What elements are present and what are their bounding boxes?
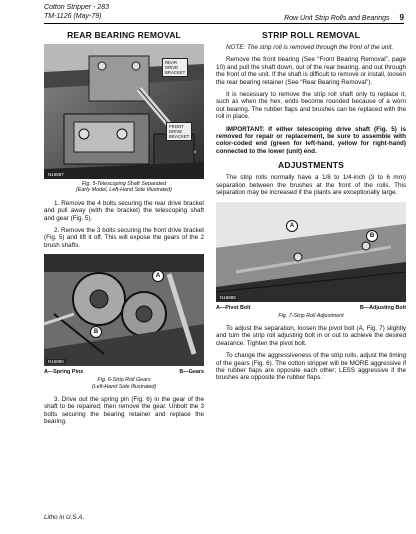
fig6-legend-a: A—Spring Pins xyxy=(44,369,84,376)
header-doc-number: TM-1126 (May-79) xyxy=(44,12,102,20)
fig5-photo xyxy=(44,44,204,179)
header-rule xyxy=(44,23,404,24)
adjustments-para-3: To change the aggressiveness of the strip rolls, adjust the timing of the gears (Fig. 6). The cotton stripper will be MORE aggressive if the rubber flaps are opposite each other; LESS aggressive if the brushes are opposite the rubber flaps. xyxy=(216,352,406,382)
header-title: Cotton Stripper - 283 xyxy=(44,4,109,11)
fig5-caption xyxy=(44,181,204,194)
header-section: Row Unit Strip Rolls and Bearings xyxy=(284,15,390,22)
rear-drive-bracket-label: REAR DRIVE BRACKET xyxy=(162,58,188,77)
adjustments-para-1: The strip rolls normally have a 1/8 to 1/4-inch (3 to 6 mm) separation between the brushes at the front of the rolls. This separation may be increased if the plants are exceptionally large. xyxy=(216,174,406,197)
fig7-caption: Fig. 7-Strip Roll Adjustment xyxy=(278,312,344,319)
page-number: 9 xyxy=(399,13,404,22)
right-column xyxy=(216,30,406,387)
strip-roll-removal-heading: STRIP ROLL REMOVAL xyxy=(261,30,361,40)
fig7-legend-b: B—Adjusting Bolt xyxy=(359,304,406,311)
header-right xyxy=(284,13,404,22)
fig7-legend-a: A—Pivot Bolt xyxy=(216,304,251,311)
fig7-legend xyxy=(216,305,406,311)
fig6-caption-line2: (Left-Hand Side Illustrated) xyxy=(91,383,157,390)
adjustments-heading: ADJUSTMENTS xyxy=(278,160,344,171)
front-drive-bracket-label: FRONT DRIVE BRACKET xyxy=(166,122,192,141)
header-left xyxy=(44,4,109,21)
left-step-1: 1. Remove the 4 bolts securing the rear drive bracket and pull away (with the bracket) the telescoping shaft and gear (Fig. 5). xyxy=(44,199,204,222)
fig7-callout-a: A xyxy=(286,220,298,232)
fig6-caption-line1: Fig. 6-Strip Roll Gears xyxy=(97,377,151,384)
important-notice: IMPORTANT: If either telescoping drive shaft (Fig. 5) is removed for repair or replacement, be sure to assemble with color-coded end (green for left-hand, yellow for right-hand) connected to the lower (unit) end. xyxy=(216,125,406,155)
fig6-legend xyxy=(44,369,204,375)
page-footer: Litho in U.S.A. xyxy=(44,514,85,521)
fig5-caption-line1: Fig. 5-Telescoping Shaft Separated xyxy=(81,181,167,187)
left-step-3: 3. Drive out the spring pin (Fig. 6) in the gear of the shaft to be repaired; then remove the gear. Unbolt the 3 bolts securing the bearing retainer and replace the bearing. xyxy=(44,396,204,426)
fig7-callout-b: B xyxy=(366,230,378,242)
rear-bearing-removal-heading: REAR BEARING REMOVAL xyxy=(67,30,181,40)
fig6-callout-a: A xyxy=(152,270,164,282)
strip-roll-para-2: It is necessary to remove the strip roll shaft only to replace it, such as when the hex. ends become rounded because of a worn out bearing. The rubber flaps and brushes can be replaced with the roll in place. xyxy=(216,91,406,121)
fig7-photo xyxy=(216,202,406,302)
fig7-number: N16889 xyxy=(220,294,236,300)
fig6-number: N16885 xyxy=(48,359,64,365)
fig6-photo xyxy=(44,254,204,366)
strip-roll-para-1: Remove the front bearing (See “Front Bearing Removal”, page 10) and pull the shaft down, out of the rear bearing, and out through the front of the unit. If the shaft is difficult to remove or install, loosen the rear bearing retainer (See “Rear Bearing Removal”). xyxy=(216,56,406,86)
fig6-caption xyxy=(44,377,204,390)
fig5-caption-line2: (Early Model, Left-Hand Side Illustrated) xyxy=(76,187,172,194)
fig7-drawing xyxy=(216,202,406,302)
left-column xyxy=(44,30,204,431)
fig6-legend-b: B—Gears xyxy=(179,369,204,376)
strip-roll-note: NOTE: The strip roll is removed through the front of the unit. xyxy=(226,44,394,51)
left-step-2: 2. Remove the 3 bolts securing the front drive bracket (Fig. 5) and lift it off. This will expose the gears of the 2 brush shafts. xyxy=(44,227,204,249)
fig6-drawing xyxy=(44,254,204,366)
fig5-number: N16887 xyxy=(48,172,64,177)
fig6-callout-b: B xyxy=(90,326,102,338)
adjustments-para-2: To adjust the separation, loosen the pivot bolt (A, Fig. 7) slightly and turn the strip roll adjusting bolt in or out to achieve the desired clearance. Tighten the pivot bolt. xyxy=(216,324,406,347)
